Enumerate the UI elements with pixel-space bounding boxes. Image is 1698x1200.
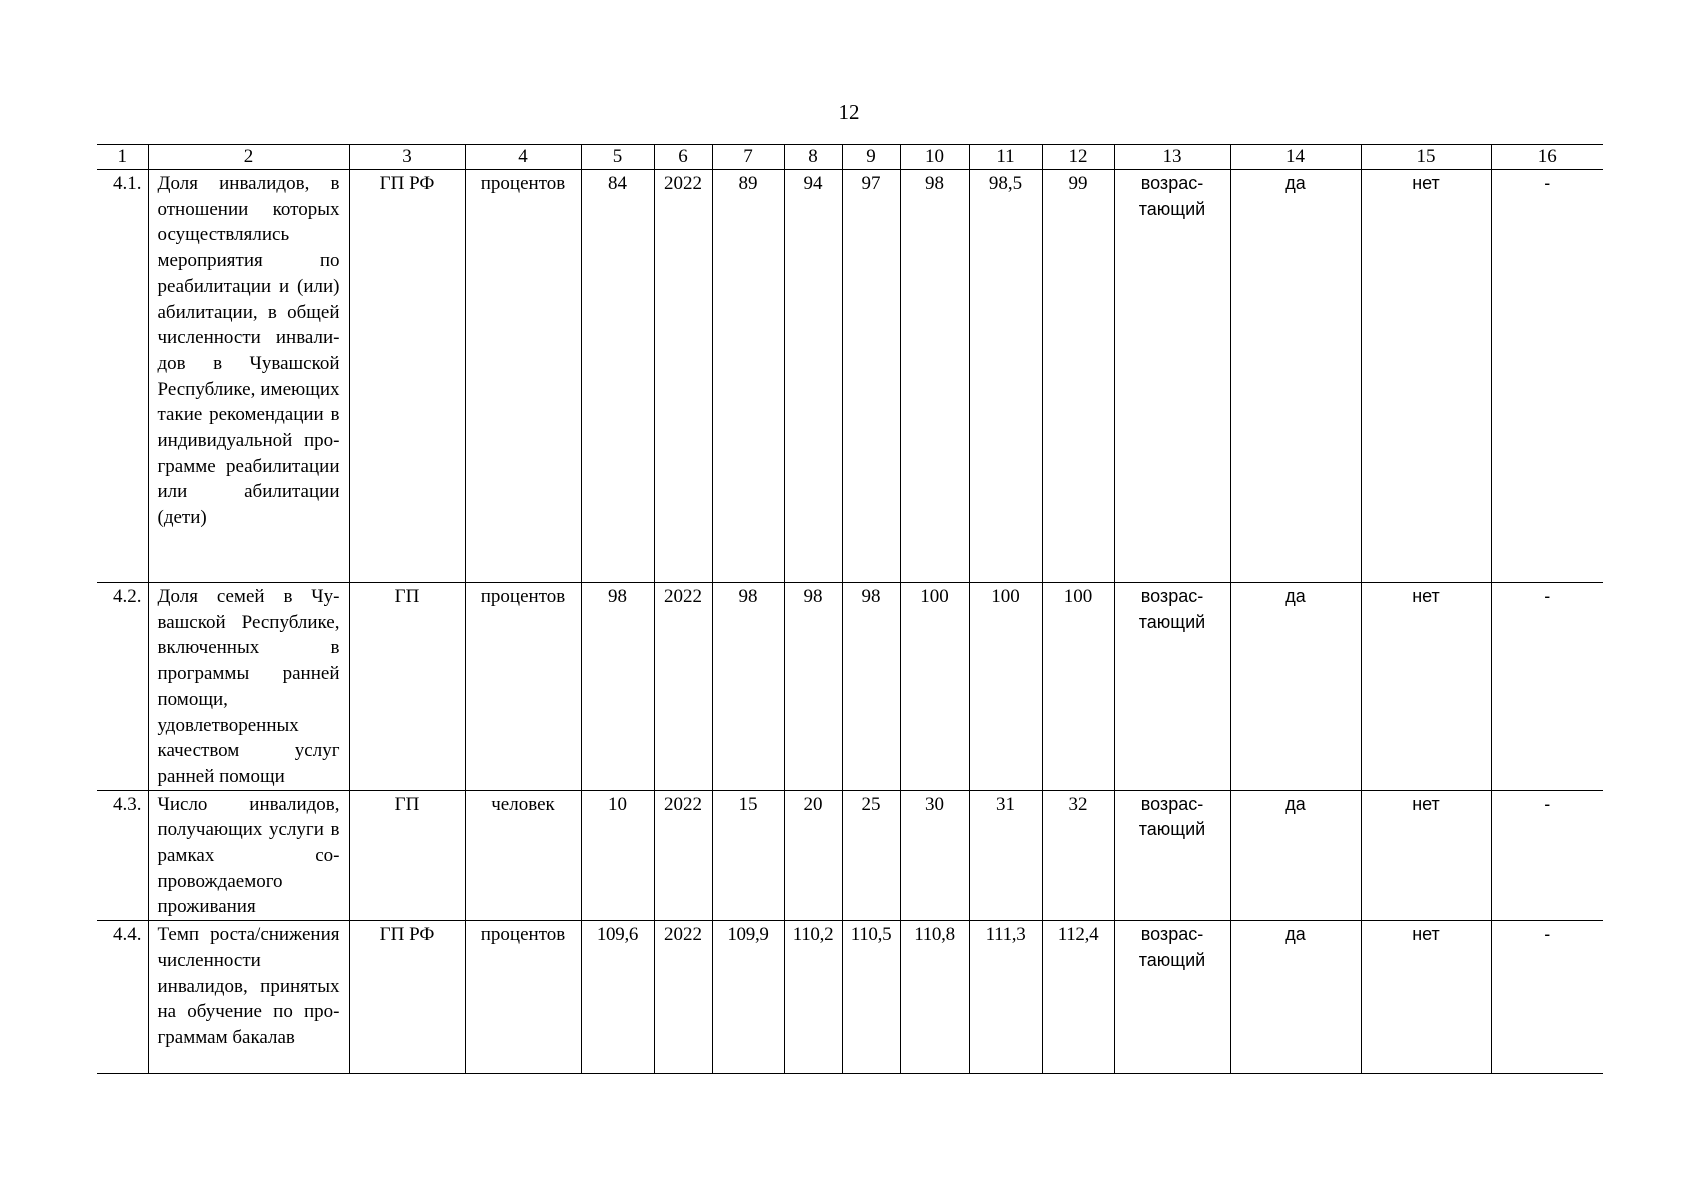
row-number: 4.3. [97, 790, 148, 921]
value-col-12: 32 [1042, 790, 1114, 921]
value-col-8: 20 [784, 790, 842, 921]
col-15-value: нет [1361, 170, 1491, 583]
column-header: 5 [581, 145, 654, 170]
trend-type: возрастающий [1114, 921, 1230, 1074]
table-row [97, 921, 1603, 1074]
value-col-8: 110,2 [784, 921, 842, 1074]
trend-type: возрастающий [1114, 583, 1230, 791]
table-row [97, 790, 1603, 921]
value-col-9: 25 [842, 790, 900, 921]
col-15-value: нет [1361, 583, 1491, 791]
column-header: 13 [1114, 145, 1230, 170]
table-row [97, 583, 1603, 791]
col-15-value: нет [1361, 921, 1491, 1074]
column-header: 2 [148, 145, 349, 170]
column-header: 3 [349, 145, 465, 170]
unit: процентов [465, 921, 581, 1074]
value-col-11: 98,5 [969, 170, 1042, 583]
indicator-name: Доля семей в Чувашской Республике, включенных в программы ранней помощи, удовлетворенных качеством услуг ранней помощи [148, 583, 349, 791]
column-header: 1 [97, 145, 148, 170]
value-col-10: 100 [900, 583, 969, 791]
value-col-10: 30 [900, 790, 969, 921]
value-col-9: 110,5 [842, 921, 900, 1074]
value-col-12: 99 [1042, 170, 1114, 583]
col-14-value: да [1230, 921, 1361, 1074]
column-header: 4 [465, 145, 581, 170]
value-col-12: 100 [1042, 583, 1114, 791]
col-16-value: - [1491, 790, 1603, 921]
column-header: 9 [842, 145, 900, 170]
unit: процентов [465, 583, 581, 791]
value-col-11: 31 [969, 790, 1042, 921]
base-year: 2022 [654, 170, 712, 583]
value-col-8: 98 [784, 583, 842, 791]
row-number: 4.4. [97, 921, 148, 1074]
base-value: 84 [581, 170, 654, 583]
column-header: 10 [900, 145, 969, 170]
value-col-9: 98 [842, 583, 900, 791]
page-number: 12 [838, 100, 860, 124]
header-row [97, 145, 1603, 170]
value-col-7: 15 [712, 790, 784, 921]
trend-type: возрастающий [1114, 170, 1230, 583]
trend-type: возрастающий [1114, 790, 1230, 921]
base-value: 98 [581, 583, 654, 791]
value-col-8: 94 [784, 170, 842, 583]
indicator-name: Число инвалидов, получающих услуги в рамках сопровождаемого проживания [148, 790, 349, 921]
row-number: 4.1. [97, 170, 148, 583]
base-year: 2022 [654, 583, 712, 791]
indicator-level: ГП РФ [349, 921, 465, 1074]
base-year: 2022 [654, 790, 712, 921]
column-header: 14 [1230, 145, 1361, 170]
value-col-11: 111,3 [969, 921, 1042, 1074]
unit: процентов [465, 170, 581, 583]
value-col-10: 98 [900, 170, 969, 583]
col-14-value: да [1230, 790, 1361, 921]
table-row [97, 170, 1603, 583]
col-16-value: - [1491, 583, 1603, 791]
value-col-10: 110,8 [900, 921, 969, 1074]
value-col-7: 89 [712, 170, 784, 583]
base-value: 109,6 [581, 921, 654, 1074]
col-15-value: нет [1361, 790, 1491, 921]
indicator-name: Доля инвалидов, в отношении которых осуществлялись мероприятия по реабилитации и (или) абилитации, в общей численности инвалидов в Чувашской Республике, имеющих такие рекомендации в индивидуальной программе реабилитации или абилитации (дети) [148, 170, 349, 583]
column-header: 6 [654, 145, 712, 170]
base-value: 10 [581, 790, 654, 921]
value-col-7: 109,9 [712, 921, 784, 1074]
indicators-table [97, 144, 1603, 1074]
value-col-9: 97 [842, 170, 900, 583]
indicator-level: ГП РФ [349, 170, 465, 583]
column-header: 12 [1042, 145, 1114, 170]
column-header: 15 [1361, 145, 1491, 170]
col-14-value: да [1230, 170, 1361, 583]
col-14-value: да [1230, 583, 1361, 791]
indicator-level: ГП [349, 583, 465, 791]
indicator-name: Темп роста/снижения численности инвалидов, принятых на обучение по программам бакалав [148, 921, 349, 1074]
col-16-value: - [1491, 921, 1603, 1074]
col-16-value: - [1491, 170, 1603, 583]
indicator-level: ГП [349, 790, 465, 921]
value-col-7: 98 [712, 583, 784, 791]
column-header: 16 [1491, 145, 1603, 170]
column-header: 7 [712, 145, 784, 170]
base-year: 2022 [654, 921, 712, 1074]
column-header: 8 [784, 145, 842, 170]
unit: человек [465, 790, 581, 921]
row-number: 4.2. [97, 583, 148, 791]
column-header: 11 [969, 145, 1042, 170]
value-col-11: 100 [969, 583, 1042, 791]
value-col-12: 112,4 [1042, 921, 1114, 1074]
